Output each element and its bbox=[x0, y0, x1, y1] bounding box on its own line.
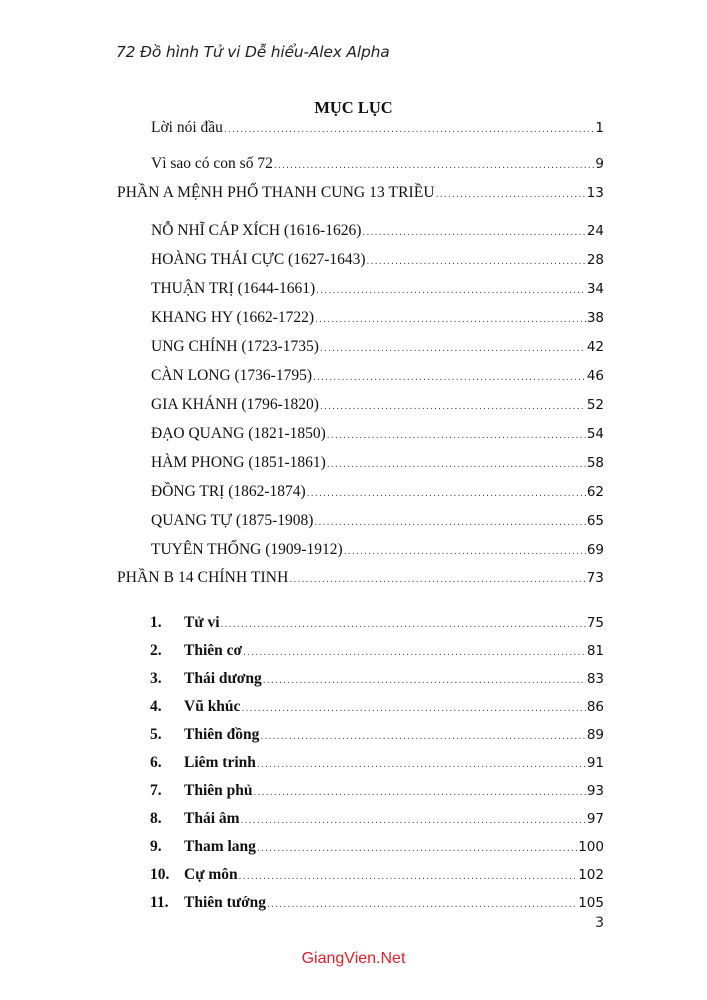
toc-entry-number: 4. bbox=[150, 698, 162, 715]
dot-leader bbox=[316, 285, 586, 296]
toc-entry-label: TUYÊN THỐNG (1909-1912) bbox=[151, 541, 343, 558]
toc-part-page: 73 bbox=[586, 570, 604, 586]
toc-entry-page: 81 bbox=[586, 643, 604, 659]
toc-entry-page: 28 bbox=[586, 252, 604, 268]
toc-entry-page: 62 bbox=[586, 484, 604, 500]
dot-leader bbox=[313, 372, 586, 383]
dot-leader bbox=[344, 546, 586, 557]
dot-leader bbox=[263, 675, 586, 686]
toc-entry[interactable] bbox=[150, 614, 604, 632]
toc-entry-label: CÀN LONG (1736-1795) bbox=[151, 367, 313, 384]
toc-entry-label: ĐỒNG TRỊ (1862-1874) bbox=[151, 483, 306, 500]
toc-entry-number: 1. bbox=[150, 614, 162, 631]
toc-entry-page: 58 bbox=[586, 455, 604, 471]
toc-entry-page: 65 bbox=[586, 513, 604, 529]
toc-entry-page: 24 bbox=[586, 223, 604, 239]
toc-entry-number: 5. bbox=[150, 726, 162, 743]
toc-entry-label: Thái dương bbox=[184, 670, 262, 687]
dot-leader bbox=[243, 647, 586, 658]
toc-entry-page: 105 bbox=[578, 895, 604, 911]
toc-entry[interactable] bbox=[151, 222, 604, 240]
dot-leader bbox=[327, 430, 586, 441]
toc-entry[interactable] bbox=[150, 894, 604, 912]
toc-entry[interactable] bbox=[151, 119, 604, 137]
toc-entry[interactable] bbox=[150, 698, 604, 716]
toc-entry-label: Liêm trinh bbox=[184, 754, 256, 771]
toc-entry-number: 6. bbox=[150, 754, 162, 771]
toc-entry-number: 2. bbox=[150, 642, 162, 659]
toc-entry[interactable] bbox=[150, 670, 604, 688]
toc-entry-label: UNG CHÍNH (1723-1735) bbox=[151, 338, 319, 355]
toc-entry-label: Vũ khúc bbox=[184, 698, 241, 715]
toc-entry-page: 69 bbox=[586, 542, 604, 558]
toc-entry[interactable] bbox=[151, 338, 604, 356]
toc-entry-page: 9 bbox=[595, 156, 604, 172]
toc-entry-page: 52 bbox=[586, 397, 604, 413]
toc-entry-page: 1 bbox=[595, 120, 604, 136]
toc-entry-label: THUẬN TRỊ (1644-1661) bbox=[151, 280, 316, 297]
toc-entry[interactable] bbox=[151, 280, 604, 298]
dot-leader bbox=[307, 488, 586, 499]
toc-entry[interactable] bbox=[150, 754, 604, 772]
toc-entry[interactable] bbox=[150, 726, 604, 744]
watermark: GiangVien.Net bbox=[301, 950, 406, 967]
toc-entry[interactable] bbox=[151, 541, 604, 559]
toc-entry[interactable] bbox=[150, 810, 604, 828]
toc-entry-page: 42 bbox=[586, 339, 604, 355]
toc-entry-label: Tham lang bbox=[184, 838, 256, 855]
toc-entry[interactable] bbox=[151, 396, 604, 414]
dot-leader bbox=[257, 759, 586, 770]
toc-entry-number: 7. bbox=[150, 782, 162, 799]
toc-entry[interactable] bbox=[151, 425, 604, 443]
toc-entry-page: 97 bbox=[586, 811, 604, 827]
dot-leader bbox=[241, 815, 586, 826]
toc-part-b[interactable] bbox=[117, 569, 604, 587]
toc-part-a[interactable] bbox=[117, 184, 604, 202]
toc-entry-label: Thiên tướng bbox=[184, 894, 267, 911]
toc-entry-label: Tử vi bbox=[184, 614, 220, 631]
toc-entry[interactable] bbox=[150, 782, 604, 800]
dot-leader bbox=[224, 124, 594, 135]
toc-entry[interactable] bbox=[151, 512, 604, 530]
toc-entry[interactable] bbox=[151, 454, 604, 472]
dot-leader bbox=[221, 619, 586, 630]
toc-entry[interactable] bbox=[151, 155, 604, 173]
toc-entry-number: 9. bbox=[150, 838, 162, 855]
toc-entry[interactable] bbox=[151, 309, 604, 327]
dot-leader bbox=[289, 574, 585, 585]
toc-entry[interactable] bbox=[151, 483, 604, 501]
toc-entry-label: HÀM PHONG (1851-1861) bbox=[151, 454, 326, 471]
toc-entry-label: HOÀNG THÁI CỰC (1627-1643) bbox=[151, 251, 366, 268]
toc-entry-label: Thiên đồng bbox=[184, 726, 260, 743]
toc-entry-label: Vì sao có con số 72 bbox=[151, 155, 273, 172]
toc-entry-number: 3. bbox=[150, 670, 162, 687]
toc-entry-label: Thiên phủ bbox=[184, 782, 253, 799]
toc-entry-number: 11. bbox=[150, 894, 169, 911]
toc-title: MỤC LỤC bbox=[314, 98, 393, 117]
dot-leader bbox=[327, 459, 586, 470]
toc-entry-page: 34 bbox=[586, 281, 604, 297]
toc-entry[interactable] bbox=[150, 838, 604, 856]
toc-entry[interactable] bbox=[150, 866, 604, 884]
toc-entry-page: 100 bbox=[578, 839, 604, 855]
dot-leader bbox=[362, 227, 585, 238]
toc-entry-label: KHANG HY (1662-1722) bbox=[151, 309, 315, 326]
toc-entry-label: ĐẠO QUANG (1821-1850) bbox=[151, 425, 326, 442]
toc-entry-number: 10. bbox=[150, 866, 170, 883]
toc-entry-page: 93 bbox=[586, 783, 604, 799]
dot-leader bbox=[436, 189, 586, 200]
toc-entry-page: 89 bbox=[586, 727, 604, 743]
toc-part-label: PHẦN A MỆNH PHỔ THANH CUNG 13 TRIỀU bbox=[117, 184, 435, 201]
dot-leader bbox=[314, 517, 585, 528]
toc-entry-page: 83 bbox=[586, 671, 604, 687]
dot-leader bbox=[257, 843, 577, 854]
toc-entry-page: 38 bbox=[586, 310, 604, 326]
dot-leader bbox=[239, 871, 578, 882]
toc-entry[interactable] bbox=[151, 251, 604, 269]
toc-entry-label: Lời nói đầu bbox=[151, 119, 223, 136]
toc-entry-page: 86 bbox=[586, 699, 604, 715]
toc-part-label: PHẦN B 14 CHÍNH TINH bbox=[117, 569, 289, 586]
dot-leader bbox=[274, 160, 595, 171]
toc-entry-label: QUANG TỰ (1875-1908) bbox=[151, 512, 314, 529]
toc-entry-label: GIA KHÁNH (1796-1820) bbox=[151, 396, 319, 413]
dot-leader bbox=[254, 787, 586, 798]
toc-entry-page: 75 bbox=[586, 615, 604, 631]
running-header: 72 Đồ hình Tử vi Dễ hiểu-Alex Alpha bbox=[116, 43, 390, 61]
toc-entry-page: 91 bbox=[586, 755, 604, 771]
toc-part-page: 13 bbox=[586, 185, 604, 201]
dot-leader bbox=[260, 731, 585, 742]
toc-entry-page: 102 bbox=[578, 867, 604, 883]
toc-entry-label: Thái âm bbox=[184, 810, 240, 827]
toc-entry[interactable] bbox=[151, 367, 604, 385]
toc-entry-page: 46 bbox=[586, 368, 604, 384]
dot-leader bbox=[367, 256, 586, 267]
toc-entry[interactable] bbox=[150, 642, 604, 660]
toc-entry-label: Thiên cơ bbox=[184, 642, 243, 659]
dot-leader bbox=[241, 703, 585, 714]
toc-entry-number: 8. bbox=[150, 810, 162, 827]
toc-entry-page: 54 bbox=[586, 426, 604, 442]
page-number: 3 bbox=[595, 915, 604, 931]
dot-leader bbox=[315, 314, 586, 325]
toc-entry-label: NỖ NHĨ CÁP XÍCH (1616-1626) bbox=[151, 222, 362, 239]
toc-entry-label: Cự môn bbox=[184, 866, 238, 883]
dot-leader bbox=[320, 343, 586, 354]
dot-leader bbox=[320, 401, 586, 412]
dot-leader bbox=[267, 899, 577, 910]
